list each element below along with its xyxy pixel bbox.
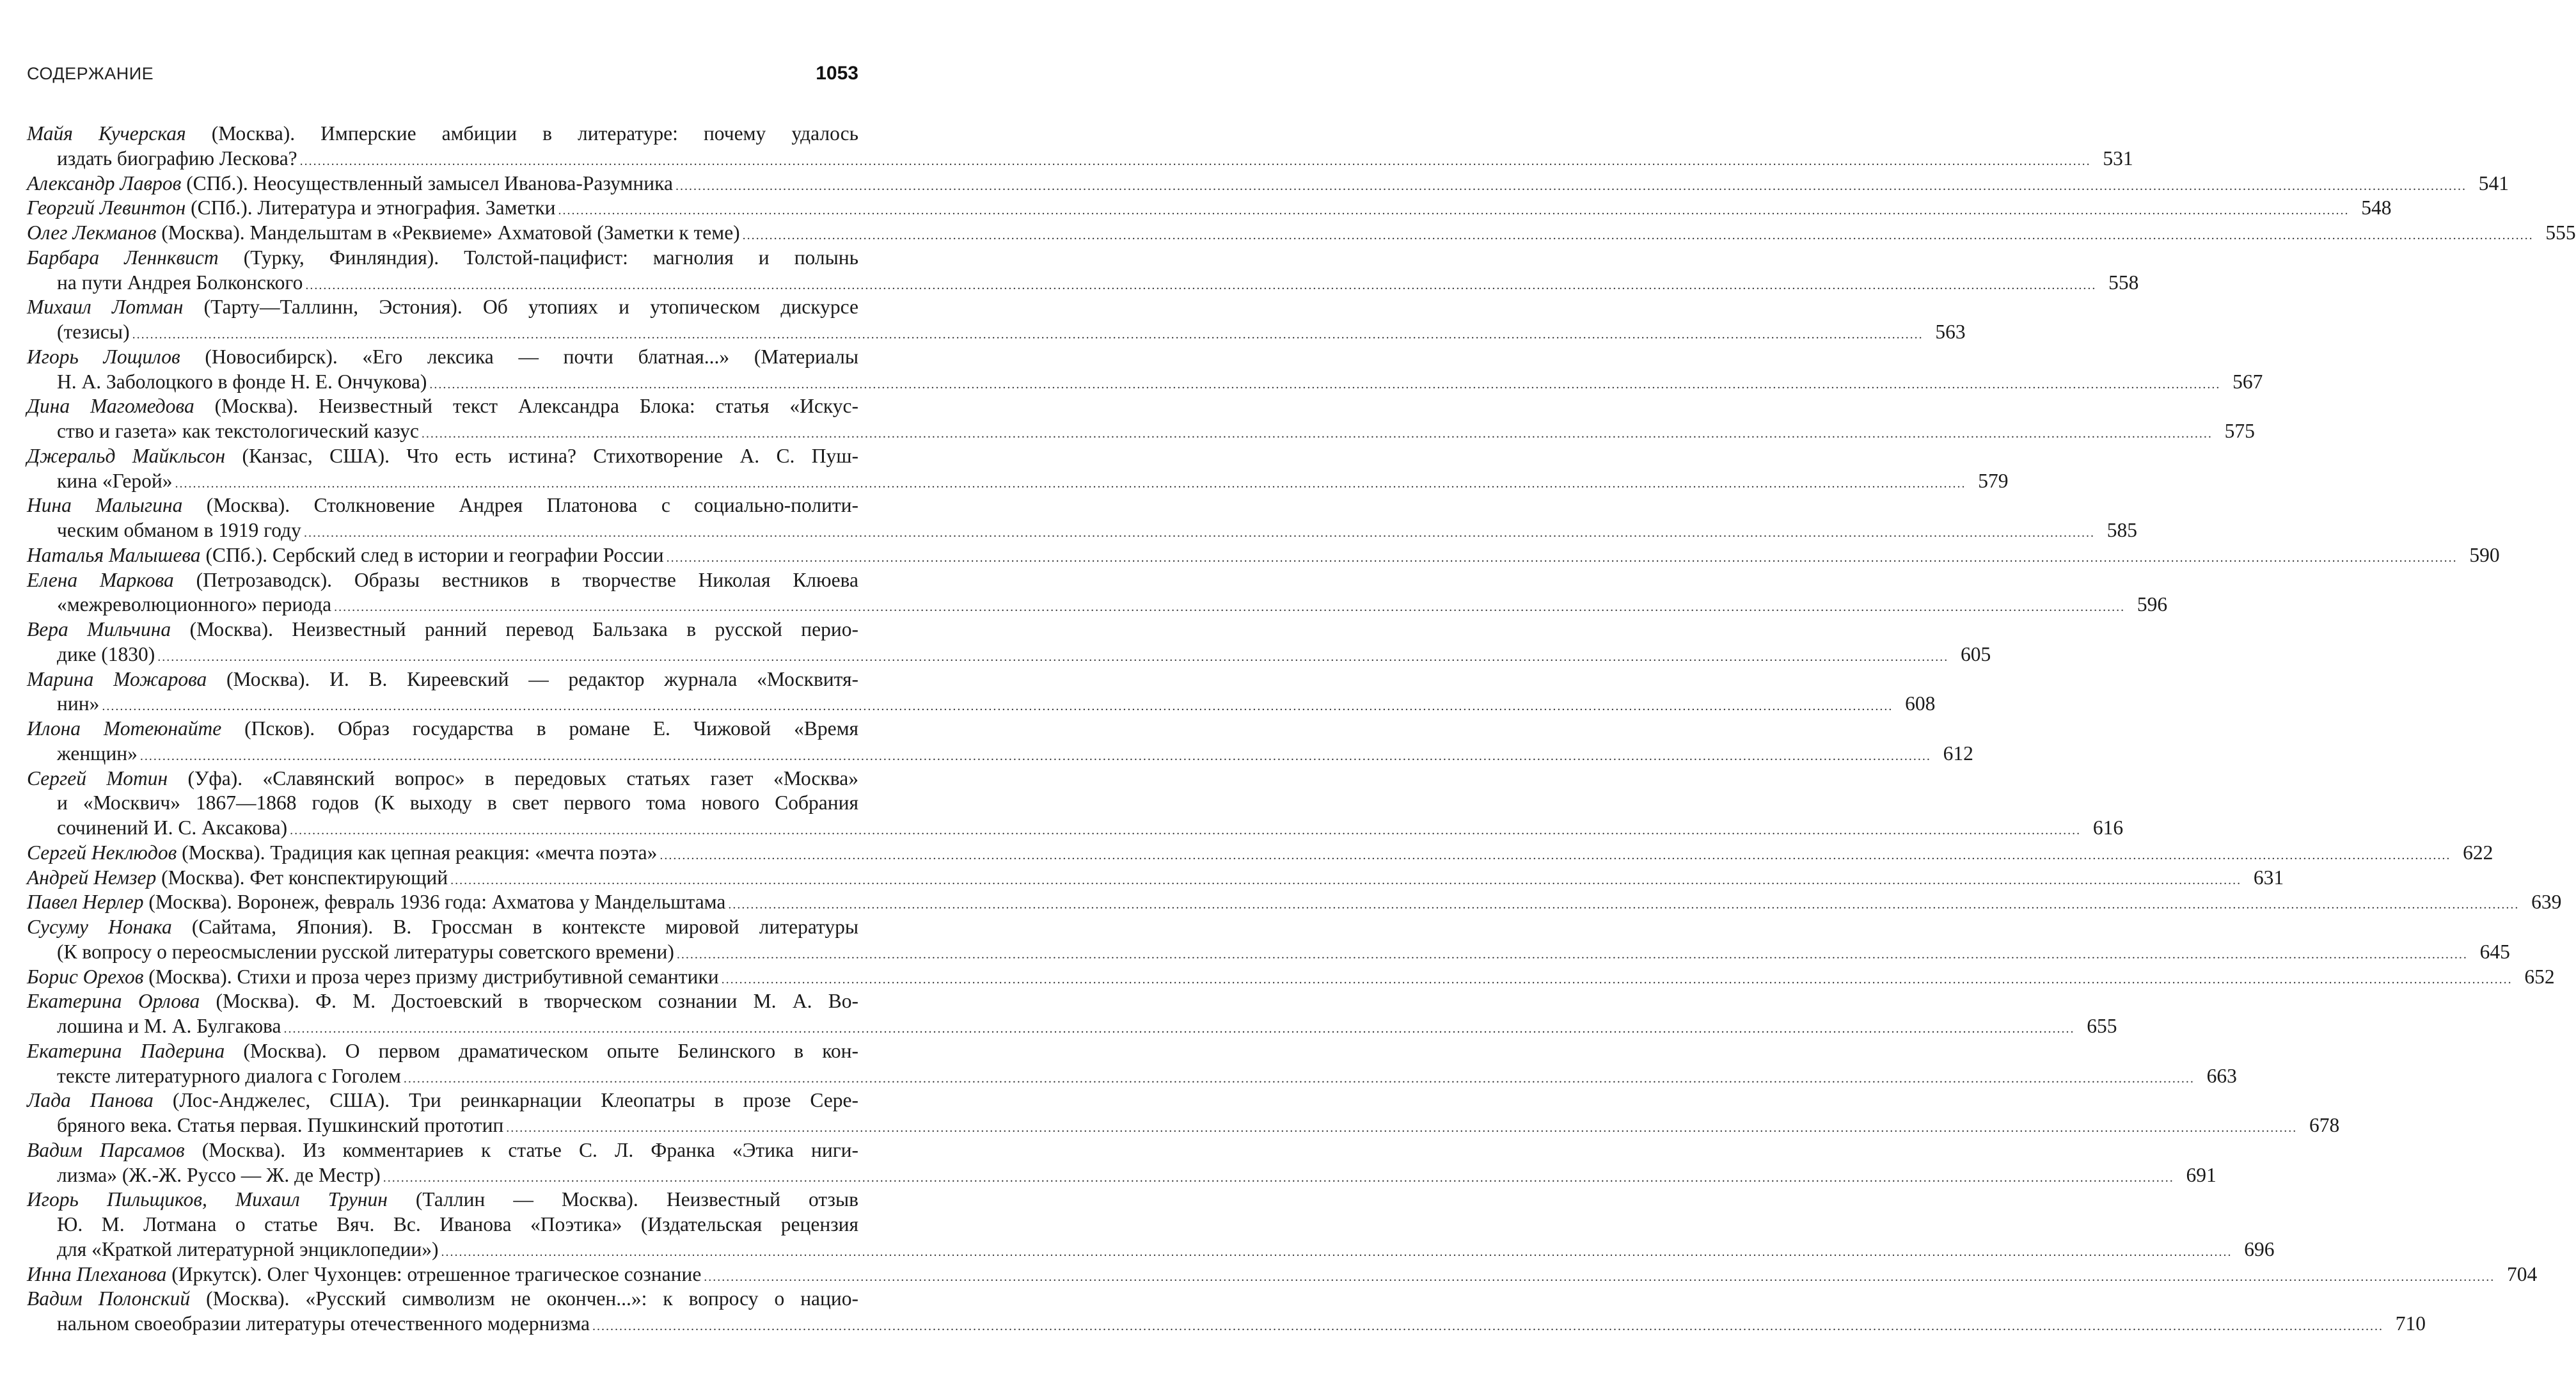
toc-entry-line — [27, 444, 858, 469]
entry-page-number: 558 — [2108, 271, 2139, 294]
entry-title-text: (СПб.). Литература и этнография. Заметки — [186, 196, 556, 219]
toc-entry-line — [27, 791, 858, 816]
entry-title-text: тексте литературного диалога с Гоголем — [57, 1064, 401, 1087]
entry-title-text: (Уфа). «Славянский вопрос» в передовых статьях газет «Москва» — [168, 766, 858, 790]
toc-entry-line — [27, 1237, 2275, 1262]
toc-entry — [27, 345, 2263, 395]
toc-entry-line — [27, 568, 858, 593]
toc-entry-text — [57, 1064, 401, 1089]
toc-entry-text — [57, 1163, 381, 1188]
toc-entry-line — [27, 543, 2500, 568]
dot-leader: ................................................................................................................................................................................................................................................................................................................................................................................................................ — [450, 873, 2242, 887]
entry-title-text: лошина и М. А. Булгакова — [57, 1015, 281, 1037]
author-name: Джеральд Майкльсон — [27, 444, 226, 467]
toc-entry-line — [27, 816, 2124, 841]
entry-title-text: (Иркутск). Олег Чухонцев: отрешенное трагическое сознание — [166, 1262, 702, 1285]
toc-entry-line — [27, 493, 858, 518]
toc-entry-line — [27, 147, 2133, 171]
dot-leader: ................................................................................................................................................................................................................................................................................................................................................................................................................ — [299, 154, 2091, 168]
entry-title-text: (Тарту—Таллинн, Эстония). Об утопиях и утопическом дискурсе — [183, 296, 858, 319]
toc-entry-line — [27, 1163, 2216, 1188]
entry-title-text: (Москва). Фет конспектирующий — [156, 866, 448, 889]
author-name: Павел Нерлер — [27, 891, 144, 914]
toc-entry-line — [27, 221, 2576, 246]
toc-entry-line — [27, 742, 1973, 766]
toc-entry — [27, 196, 2392, 221]
dot-leader: ................................................................................................................................................................................................................................................................................................................................................................................................................ — [157, 649, 1949, 664]
toc-entry-line — [27, 667, 858, 692]
entry-title-text: нин» — [57, 692, 100, 715]
entry-title-text: на пути Андрея Болконского — [57, 271, 303, 294]
toc-entry — [27, 122, 2133, 171]
author-name: Георгий Левинтон — [27, 196, 186, 219]
entry-title-text: «межреволюционного» периода — [57, 593, 332, 616]
author-name: Елена Маркова — [27, 568, 174, 591]
toc-entry — [27, 717, 1973, 766]
toc-entry — [27, 1088, 2340, 1138]
toc-entry-line — [27, 965, 2555, 990]
toc-entry — [27, 965, 2555, 990]
toc-entry-text — [57, 692, 99, 717]
entry-title-text: дике (1830) — [57, 642, 155, 665]
author-name: Вадим Парсамов — [27, 1138, 185, 1161]
author-name: Борис Орехов — [27, 965, 144, 988]
toc-entry-text — [57, 642, 155, 667]
toc-entry-text — [57, 320, 130, 345]
entry-title-text: издать биографию Лескова? — [57, 147, 297, 170]
entry-title-text: (Москва). Столкновение Андрея Платонова с социально-полити- — [182, 494, 859, 517]
entry-title-text: (Москва). «Русский символизм не окончен...»: к вопросу о нацио- — [190, 1287, 858, 1310]
entry-page-number: 631 — [2253, 866, 2284, 889]
toc-entry-text — [27, 965, 719, 990]
toc-entry-line — [27, 1312, 2426, 1337]
dot-leader: ................................................................................................................................................................................................................................................................................................................................................................................................................ — [592, 1319, 2383, 1333]
toc-entry-line — [27, 1262, 2538, 1287]
entry-page-number: 608 — [1905, 692, 1936, 715]
toc-entry-line — [27, 592, 2168, 617]
toc-entry-text — [57, 592, 331, 617]
entry-page-number: 555 — [2545, 221, 2576, 244]
entry-page-number: 575 — [2224, 420, 2255, 442]
toc-entry-line — [27, 518, 2137, 543]
toc-entry — [27, 890, 2562, 915]
toc-entry — [27, 1287, 2426, 1337]
toc-entry-text — [57, 147, 297, 171]
entry-page-number: 704 — [2507, 1262, 2538, 1285]
entry-page-number: 531 — [2103, 147, 2133, 170]
toc-entry — [27, 493, 2137, 543]
toc-entry-line — [27, 246, 858, 271]
toc-entry — [27, 444, 2009, 494]
entry-title-text: (Псков). Образ государства в романе Е. Чижовой «Время — [221, 717, 858, 740]
dot-leader: ................................................................................................................................................................................................................................................................................................................................................................................................................ — [421, 427, 2213, 441]
toc-entry-line — [27, 122, 858, 147]
author-name: Андрей Немзер — [27, 866, 157, 889]
toc-entry-text — [57, 469, 173, 494]
toc-entry-line — [27, 989, 858, 1014]
entry-title-text: (К вопросу о переосмыслении русской литературы советского времени) — [57, 940, 674, 963]
toc-entry-line — [27, 1064, 2237, 1089]
toc-entry — [27, 394, 2255, 444]
entry-page-number: 678 — [2309, 1114, 2340, 1136]
toc-entry-line — [27, 419, 2255, 444]
toc-entry-text — [27, 196, 555, 221]
author-name: Сусуму Нонака — [27, 916, 172, 938]
toc-entry-text — [57, 1014, 281, 1039]
dot-leader: ................................................................................................................................................................................................................................................................................................................................................................................................................ — [283, 1022, 2075, 1036]
toc-entry-line — [27, 196, 2392, 221]
author-name: Нина Малыгина — [27, 494, 183, 517]
entry-title-text: (Москва). Мандельштам в «Реквиеме» Ахматовой (Заметки к теме) — [156, 221, 740, 244]
toc-entry-text — [57, 419, 419, 444]
toc-entry-text — [27, 1262, 701, 1287]
toc-entry-line — [27, 370, 2263, 395]
entry-title-text: (Москва). Из комментариев к статье С. Л. Франка «Этика ниги- — [184, 1138, 858, 1161]
entry-page-number: 639 — [2531, 891, 2562, 914]
toc-entry-line — [27, 469, 2009, 494]
toc-entry — [27, 866, 2284, 891]
toc-entry — [27, 543, 2500, 568]
entry-title-text: для «Краткой литературной энциклопедии») — [57, 1237, 439, 1260]
toc-entry-text — [57, 271, 303, 296]
entry-page-number: 652 — [2524, 965, 2555, 988]
entry-page-number: 567 — [2232, 370, 2263, 393]
toc-entry — [27, 1187, 2275, 1262]
entry-page-number: 612 — [1943, 742, 1973, 765]
entry-title-text: женщин» — [57, 742, 138, 765]
entry-page-number: 596 — [2137, 593, 2168, 616]
author-name: Наталья Малышева — [27, 543, 201, 566]
dot-leader: ................................................................................................................................................................................................................................................................................................................................................................................................................ — [666, 550, 2458, 565]
dot-leader: ................................................................................................................................................................................................................................................................................................................................................................................................................ — [403, 1071, 2195, 1086]
dot-leader: ................................................................................................................................................................................................................................................................................................................................................................................................................ — [429, 377, 2221, 392]
toc-entry — [27, 1262, 2538, 1287]
toc-entry-line — [27, 1287, 858, 1312]
dot-leader: ................................................................................................................................................................................................................................................................................................................................................................................................................ — [334, 600, 2126, 615]
entry-title-text: (тезисы) — [57, 321, 130, 343]
entry-title-text: (Лос-Анджелес, США). Три реинкарнации Клеопатры в прозе Сере- — [153, 1089, 858, 1112]
dot-leader: ................................................................................................................................................................................................................................................................................................................................................................................................................ — [132, 328, 1924, 342]
dot-leader: ................................................................................................................................................................................................................................................................................................................................................................................................................ — [742, 228, 2534, 242]
dot-leader: ................................................................................................................................................................................................................................................................................................................................................................................................................ — [303, 526, 2095, 540]
toc-entry-line — [27, 1088, 858, 1113]
entry-title-text: нальном своеобразии литературы отечественного модернизма — [57, 1312, 590, 1335]
running-title: СОДЕРЖАНИЕ — [27, 64, 154, 83]
toc-entry-text — [57, 742, 138, 766]
toc-entry-line — [27, 345, 858, 370]
entry-title-text: (СПб.). Сербский след в истории и географии России — [200, 543, 664, 566]
toc-entry-line — [27, 1212, 858, 1237]
author-name: Сергей Неклюдов — [27, 841, 177, 864]
entry-title-text: (Москва). Воронеж, февраль 1936 года: Ахматова у Мандельштама — [143, 891, 726, 914]
author-name: Михаил Лотман — [27, 296, 184, 319]
entry-page-number: 548 — [2361, 196, 2392, 219]
toc-entry — [27, 617, 1991, 667]
entry-title-text: (Москва). Неизвестный текст Александра Блока: статья «Искус- — [194, 395, 858, 418]
table-of-contents — [27, 122, 2576, 1337]
toc-entry-text — [27, 171, 673, 196]
entry-title-text: ство и газета» как текстологический казус — [57, 420, 419, 442]
dot-leader: ................................................................................................................................................................................................................................................................................................................................................................................................................ — [139, 749, 1931, 763]
dot-leader: ................................................................................................................................................................................................................................................................................................................................................................................................................ — [441, 1244, 2232, 1259]
page-header — [27, 64, 858, 90]
entry-title-text: (Петрозаводск). Образы вестников в творчестве Николая Клюева — [173, 568, 858, 591]
dot-leader: ................................................................................................................................................................................................................................................................................................................................................................................................................ — [175, 476, 1966, 491]
entry-title-text: бряного века. Статья первая. Пушкинский прототип — [57, 1114, 504, 1136]
toc-entry — [27, 766, 2124, 841]
author-name: Вадим Полонский — [27, 1287, 191, 1310]
toc-entry-line — [27, 1187, 858, 1212]
toc-entry-text — [57, 370, 427, 395]
entry-page-number: 696 — [2244, 1237, 2275, 1260]
entry-title-text: (Москва). Стихи и проза через призму дистрибутивной семантики — [143, 965, 719, 988]
toc-entry — [27, 246, 2139, 296]
author-name: Екатерина Орлова — [27, 990, 200, 1013]
author-name: Марина Можарова — [27, 667, 207, 690]
author-name: Сергей Мотин — [27, 766, 168, 790]
entry-page-number: 622 — [2463, 841, 2493, 864]
entry-title-text: сочинений И. С. Аксакова) — [57, 816, 288, 839]
toc-entry-text — [27, 866, 448, 891]
toc-entry-line — [27, 295, 858, 320]
entry-page-number: 563 — [1935, 321, 1966, 343]
author-name: Игорь Пильщиков, Михаил Трунин — [27, 1188, 388, 1211]
entry-title-text: (Новосибирск). «Его лексика — почти блатная...» (Материалы — [180, 345, 859, 368]
entry-title-text: (Москва). О первом драматическом опыте Белинского в кон- — [225, 1039, 858, 1062]
toc-entry — [27, 568, 2168, 618]
dot-leader: ................................................................................................................................................................................................................................................................................................................................................................................................................ — [290, 823, 2082, 838]
toc-entry-line — [27, 1014, 2117, 1039]
toc-entry-text — [57, 1312, 590, 1337]
author-name: Александр Лавров — [27, 171, 182, 195]
toc-entry-line — [27, 617, 858, 642]
entry-page-number: 645 — [2479, 940, 2510, 963]
author-name: Олег Лекманов — [27, 221, 157, 244]
entry-title-text: (Таллин — Москва). Неизвестный отзыв — [387, 1188, 858, 1211]
dot-leader: ................................................................................................................................................................................................................................................................................................................................................................................................................ — [728, 898, 2520, 912]
entry-title-text: (Москва). И. В. Киреевский — редактор журнала «Москвитя- — [207, 667, 858, 690]
toc-entry-text — [57, 518, 301, 543]
entry-page-number: 663 — [2206, 1064, 2237, 1087]
dot-leader: ................................................................................................................................................................................................................................................................................................................................................................................................................ — [383, 1170, 2174, 1185]
toc-entry-text — [27, 221, 740, 246]
toc-entry-text — [57, 940, 674, 965]
toc-entry-line — [27, 1039, 858, 1064]
toc-entry — [27, 1138, 2216, 1188]
entry-page-number: 655 — [2087, 1015, 2117, 1037]
dot-leader: ................................................................................................................................................................................................................................................................................................................................................................................................................ — [704, 1269, 2495, 1284]
toc-entry-line — [27, 642, 1991, 667]
toc-entry — [27, 295, 1966, 345]
toc-entry-line — [27, 940, 2510, 965]
toc-entry-line — [27, 171, 2509, 196]
entry-page-number: 590 — [2469, 543, 2500, 566]
toc-entry-line — [27, 1113, 2340, 1138]
entry-page-number: 605 — [1961, 642, 1991, 665]
toc-entry-line — [27, 866, 2284, 891]
dot-leader: ................................................................................................................................................................................................................................................................................................................................................................................................................ — [675, 179, 2467, 193]
toc-entry-line — [27, 692, 1936, 717]
author-name: Майя Кучерская — [27, 122, 186, 145]
entry-title-text: Ю. М. Лотмана о статье Вяч. Вс. Иванова «Поэтика» (Издательская рецензия — [57, 1213, 858, 1235]
author-name: Екатерина Падерина — [27, 1039, 225, 1062]
entry-title-text: ческим обманом в 1919 году — [57, 519, 301, 541]
dot-leader: ................................................................................................................................................................................................................................................................................................................................................................................................................ — [676, 947, 2468, 962]
toc-entry — [27, 841, 2493, 866]
author-name: Лада Панова — [27, 1089, 154, 1112]
entry-title-text: (СПб.). Неосуществленный замысел Иванова-Разумника — [181, 171, 673, 195]
author-name: Барбара Леннквист — [27, 246, 219, 269]
dot-leader: ................................................................................................................................................................................................................................................................................................................................................................................................................ — [305, 278, 2097, 292]
entry-page-number: 579 — [1978, 469, 2009, 492]
toc-entry-line — [27, 717, 858, 742]
toc-entry-line — [27, 766, 858, 791]
toc-entry-text — [27, 890, 725, 915]
page-number: 1053 — [816, 63, 858, 84]
toc-entry — [27, 667, 1936, 717]
author-name: Игорь Лощилов — [27, 345, 180, 368]
author-name: Илона Мотеюнайте — [27, 717, 222, 740]
entry-title-text: лизма» (Ж.-Ж. Руссо — Ж. де Местр) — [57, 1163, 381, 1186]
toc-entry — [27, 171, 2509, 196]
entry-title-text: (Москва). Ф. М. Достоевский в творческом сознании М. А. Во- — [200, 990, 858, 1013]
toc-entry-line — [27, 320, 1966, 345]
toc-entry-line — [27, 394, 858, 419]
entry-title-text: (Канзас, США). Что есть истина? Стихотворение А. С. Пуш- — [225, 444, 859, 467]
toc-entry-text — [27, 841, 657, 866]
entry-title-text: (Сайтама, Япония). В. Гроссман в контексте мировой литературы — [171, 916, 858, 938]
entry-title-text: Н. А. Заболоцкого в фонде Н. Е. Ончукова) — [57, 370, 427, 393]
entry-page-number: 585 — [2106, 519, 2137, 541]
entry-title-text: (Москва). Имперские амбиции в литературе: почему удалось — [186, 122, 858, 145]
toc-entry-text — [57, 1237, 438, 1262]
entry-page-number: 616 — [2092, 816, 2124, 839]
author-name: Вера Мильчина — [27, 618, 171, 640]
dot-leader: ................................................................................................................................................................................................................................................................................................................................................................................................................ — [660, 848, 2451, 862]
toc-entry-text — [57, 1113, 503, 1138]
dot-leader: ................................................................................................................................................................................................................................................................................................................................................................................................................ — [506, 1121, 2298, 1135]
toc-entry — [27, 989, 2117, 1039]
entry-page-number: 710 — [2395, 1312, 2426, 1335]
entry-page-number: 541 — [2478, 171, 2509, 195]
dot-leader: ................................................................................................................................................................................................................................................................................................................................................................................................................ — [721, 972, 2513, 987]
toc-entry-text — [27, 543, 664, 568]
toc-entry — [27, 915, 2510, 965]
toc-entry-line — [27, 841, 2493, 866]
toc-entry-line — [27, 890, 2562, 915]
toc-entry — [27, 221, 2576, 246]
entry-page-number: 691 — [2186, 1163, 2216, 1186]
toc-entry-line — [27, 915, 858, 940]
entry-title-text: (Турку, Финляндия). Толстой-пацифист: магнолия и полынь — [218, 246, 858, 269]
dot-leader: ................................................................................................................................................................................................................................................................................................................................................................................................................ — [558, 203, 2350, 218]
entry-title-text: (Москва). Традиция как цепная реакция: «мечта поэта» — [177, 841, 658, 864]
author-name: Дина Магомедова — [27, 395, 194, 418]
dot-leader: ................................................................................................................................................................................................................................................................................................................................................................................................................ — [102, 699, 1893, 714]
toc-entry-text — [57, 816, 287, 841]
toc-entry-line — [27, 1138, 858, 1163]
entry-title-text: (Москва). Неизвестный ранний перевод Бальзака в русской перио- — [171, 618, 858, 640]
toc-entry — [27, 1039, 2237, 1089]
toc-entry-line — [27, 271, 2139, 296]
entry-title-text: и «Москвич» 1867—1868 годов (К выходу в свет первого тома нового Собрания — [57, 791, 858, 814]
entry-title-text: кина «Герой» — [57, 469, 173, 492]
author-name: Инна Плеханова — [27, 1262, 167, 1285]
